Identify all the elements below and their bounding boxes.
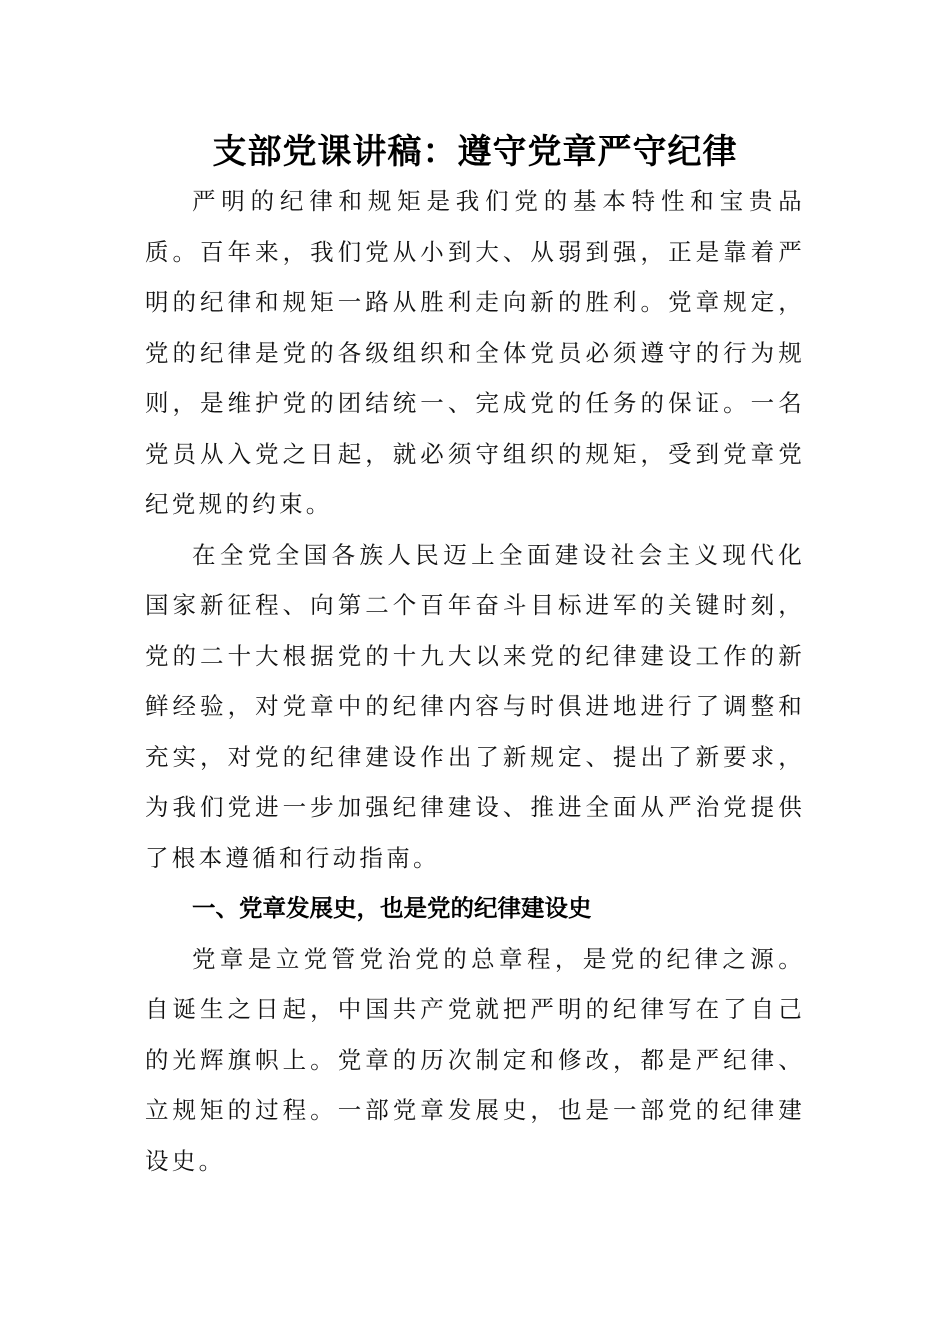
document-body [145, 128, 805, 1186]
section-heading: 一、党章发展史，也是党的纪律建设史 [192, 894, 592, 922]
intro-paragraph: 严明的纪律和规矩是我们党的基本特性和宝贵品质。百年来，我们党从小到大、从弱到强，正是靠着严明的纪律和规矩一路从胜利走向新的胜利。党章规定，党的纪律是党的各级组织和全体党员必须遵守的行为规则，是维护党的团结统一、完成党的任务的保证。一名党员从入党之日起，就必须守组织的规矩，受到党章党纪党规的约束。 [145, 187, 805, 518]
context-paragraph: 在全党全国各族人民迈上全面建设社会主义现代化国家新征程、向第二个百年奋斗目标进军的关键时刻，党的二十大根据党的十九大以来党的纪律建设工作的新鲜经验，对党章中的纪律内容与时俱进地进行了调整和充实，对党的纪律建设作出了新规定、提出了新要求，为我们党进一步加强纪律建设、推进全面从严治党提供了根本遵循和行动指南。 [145, 540, 805, 872]
document-title: 支部党课讲稿：遵守党章严守纪律 [212, 132, 738, 172]
section-paragraph: 党章是立党管党治党的总章程，是党的纪律之源。自诞生之日起，中国共产党就把严明的纪律写在了自己的光辉旗帜上。党章的历次制定和修改，都是严纪律、立规矩的过程。一部党章发展史，也是一部党的纪律建设史。 [145, 944, 805, 1175]
